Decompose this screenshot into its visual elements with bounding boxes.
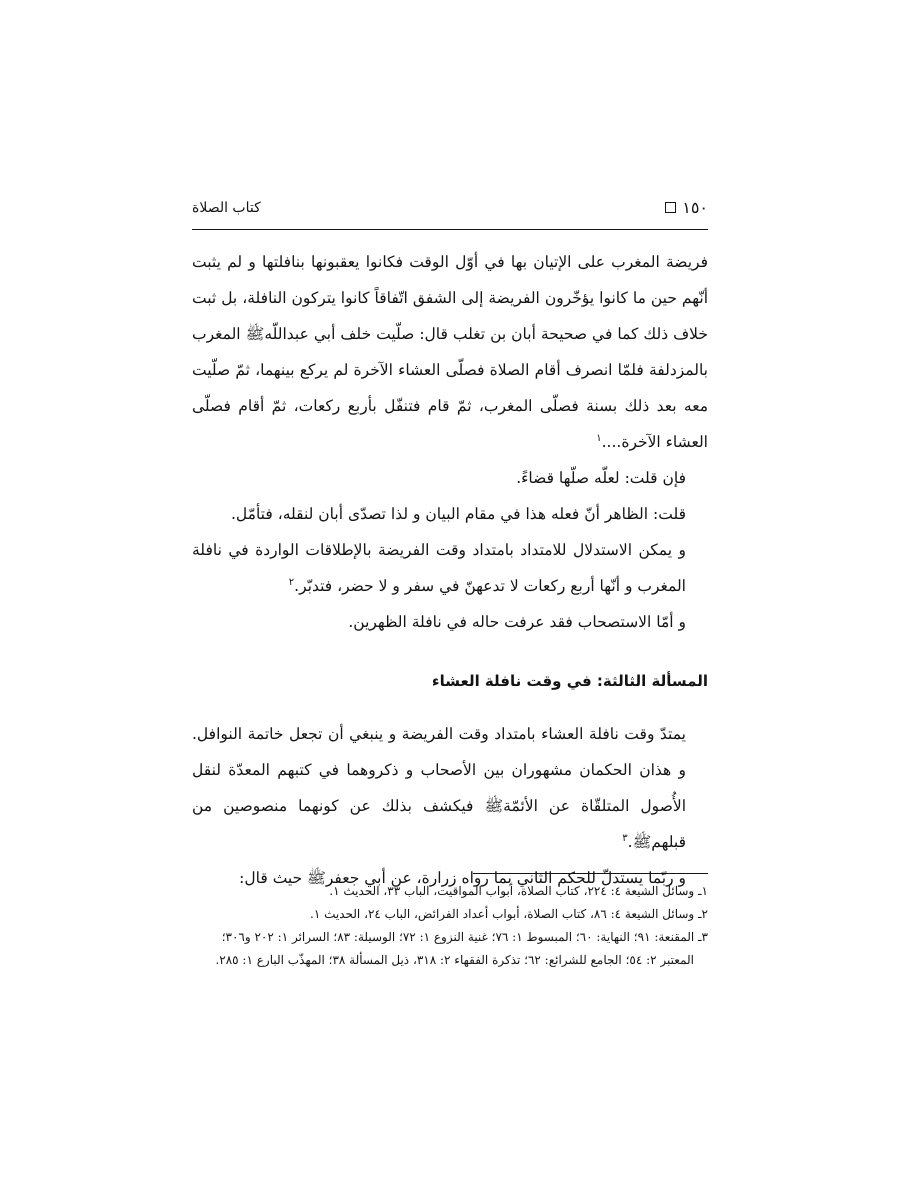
main-text-bottom [192, 716, 708, 896]
footnote: ١ـ وسائل الشيعة ٤: ٢٢٤، كتاب الصلاة، أبواب المواقيت، الباب ٣٣، الحديث ١. [329, 884, 708, 898]
paragraph: فإن قلت: لعلّه صلّها قضاءً. [516, 469, 686, 487]
book-title: كتاب الصلاة [192, 200, 261, 216]
paragraph: و أمّا الاستصحاب فقد عرفت حاله في نافلة الظهرين. [348, 613, 686, 631]
footnote: ٢ـ وسائل الشيعة ٤: ٨٦، كتاب الصلاة، أبواب أعداد الفرائض، الباب ٢٤، الحديث ١. [310, 907, 708, 921]
footnote-rule [473, 873, 708, 874]
page-number: ١٥٠ [682, 198, 708, 217]
footnote-marker: ٣ [622, 832, 628, 844]
footnote-marker: ٢ [288, 576, 295, 588]
paragraph: يمتدّ وقت نافلة العشاء بامتداد وقت الفريضة و ينبغي أن تجعل خاتمة النوافل. و هذان الحكمان مشهوران بين الأصحاب و ذكروهما في كتبهم المعدّة لنقل الأُصول المتلقّاة عن الأئمّةﷺ فيكشف بذلك عن كونهما منصوصين من قبلهمﷺ.$^٣$ [192, 725, 686, 851]
square-box-icon [665, 202, 676, 213]
footnotes [192, 880, 708, 972]
page-number-group [665, 198, 708, 217]
paragraph: و يمكن الاستدلال للامتداد بامتداد وقت الفريضة بالإطلاقات الواردة في نافلة المغرب و أنّها أربع ركعات لا تدعهنّ في سفر و لا حضر، فتدبّر.$^٢$ [192, 541, 686, 595]
paragraph: فريضة المغرب على الإتيان بها في أوّل الوقت فكانوا يعقبونها بنافلتها و لم يثبت أنّهم حين ما كانوا يؤخّرون الفريضة إلى الشفق اتّفاقاً كانوا يتركون النافلة، بل ثبت خلاف ذلك كما في صحيحة أبان بن تغلب قال: صلّيت خلف أبي عبداللّه‌ﷺ المغرب بالمزدلفة فلمّا انصرف أقام الصلاة فصلّى العشاء الآخرة لم يركع بينهما، ثمّ صلّيت معه بعد ذلك بسنة فصلّى المغرب، ثمّ قام فتنفّل بأربع ركعات، ثمّ أقام فصلّى العشاء الآخرة....$^١$ [192, 253, 708, 451]
footnote: ٣ـ المقنعة: ٩١؛ النهاية: ٦٠؛ المبسوط ١: ٧٦؛ غنية النزوع ١: ٧٢؛ الوسيلة: ٨٣؛ السرائر ١: ٢٠٢ و٣٠٦؛ [221, 930, 708, 944]
section-heading: المسألة الثالثة: في وقت نافلة العشاء [431, 672, 708, 690]
main-text-top [192, 244, 708, 640]
footnote-continuation: المعتبر ٢: ٥٤؛ الجامع للشرائع: ٦٢؛ تذكرة الفقهاء ٢: ٣١٨، ذيل المسألة ٣٨؛ المهذّب البارع ١: ٢٨٥. [215, 953, 694, 967]
paragraph: قلت: الظاهر أنّ فعله هذا في مقام البيان و لذا تصدّى أبان لنقله، فتأمّل. [230, 505, 686, 523]
page-header [192, 198, 708, 222]
header-rule [192, 229, 708, 230]
footnote-marker: ١ [596, 432, 602, 444]
paragraph: و ربّما يستدلّ للحكم الثاني بما رواه زرارة، عن أبي جعفرﷺ حيث قال: [239, 869, 686, 887]
